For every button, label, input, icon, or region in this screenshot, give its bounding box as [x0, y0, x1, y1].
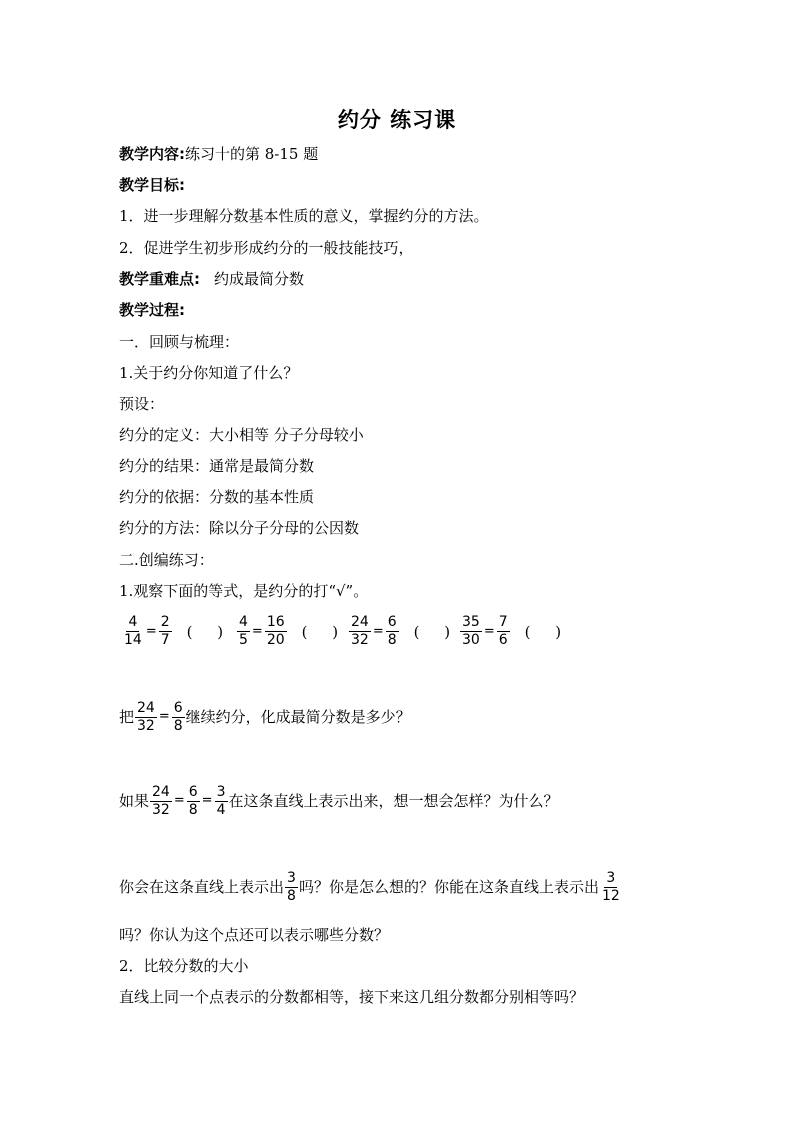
exercise-2	[236, 614, 348, 649]
answer-blank[interactable]: ( )	[413, 622, 461, 641]
practice-question-1: 1.观察下面的等式，是约分的打“√”。	[119, 582, 369, 600]
review-heading: 一．回顾与梳理：	[119, 333, 240, 351]
fraction: $\frac{6}{8}$	[188, 783, 198, 818]
goal-item-1: 1．进一步理解分数基本性质的意义，掌握约分的方法。	[119, 207, 489, 225]
compare-heading: 2．比较分数的大小	[119, 957, 249, 975]
answer-blank[interactable]: ( )	[524, 622, 572, 641]
equals-sign: =	[158, 709, 170, 724]
fraction: $\frac{24}{32}$	[351, 614, 369, 648]
exercise-1	[121, 614, 233, 649]
three-eighths-question: 你会在这条直线上表示出 $\frac{3}{8}$ 吗？你是怎么想的？你能在这条直线上表示出 $\frac{3}{12}$	[119, 869, 620, 904]
equals-sign: =	[483, 624, 495, 639]
equals-sign: =	[173, 793, 185, 808]
review-question: 1.关于约分你知道了什么？	[119, 364, 299, 382]
fraction: $\frac{7}{6}$	[498, 614, 508, 648]
fraction: $\frac{3}{8}$	[287, 869, 296, 904]
content-text: 练习十的第 8-15 题	[185, 145, 319, 163]
goals-label: 教学目标:	[119, 176, 185, 194]
review-item-basis: 约分的依据：分数的基本性质	[119, 488, 315, 506]
fraction: $\frac{24}{32}$	[137, 699, 155, 734]
review-item-method: 约分的方法：除以分子分母的公因数	[119, 519, 360, 537]
exercise-3	[348, 614, 460, 649]
number-line-question: 如果 $\frac{24}{32}$ = $\frac{6}{8}$ = $\frac{3}{4}$ 在这条直线上表示出来，想一想会怎样？为什么？	[119, 783, 559, 818]
reduce-question: 把 $\frac{24}{32}$ = $\frac{6}{8}$ 继续约分，化成最简分数是多少？	[119, 699, 411, 734]
three-eighths-question-cont: 吗？你认为这个点还可以表示哪些分数？	[119, 926, 390, 944]
equals-sign: =	[372, 624, 384, 639]
equals-sign: =	[201, 793, 213, 808]
answer-blank[interactable]: ( )	[186, 622, 234, 641]
fraction: $\frac{16}{20}$	[266, 614, 285, 648]
answer-blank[interactable]: ( )	[301, 622, 349, 641]
fraction: $\frac{2}{7}$	[160, 614, 170, 648]
content-label: 教学内容:	[119, 145, 185, 163]
fraction: $\frac{3}{12}$	[601, 869, 620, 904]
equals-sign: =	[251, 624, 263, 639]
key-label: 教学重难点:	[119, 270, 200, 288]
key-points	[119, 269, 304, 289]
fraction: $\frac{3}{4}$	[216, 783, 226, 818]
review-item-definition: 约分的定义：大小相等 分子分母较小	[119, 426, 364, 444]
goal-item-2: 2．促进学生初步形成约分的一般技能技巧，	[119, 239, 414, 257]
fraction: $\frac{6}{8}$	[387, 614, 397, 648]
preset-label: 预设：	[119, 395, 165, 413]
key-text: 约成最简分数	[214, 270, 305, 288]
fraction: $\frac{4}{14}$	[124, 614, 142, 648]
teaching-content	[119, 144, 318, 164]
compare-text: 直线上同一个点表示的分数都相等，接下来这几组分数都分别相等吗？	[119, 988, 585, 1006]
process-label: 教学过程:	[119, 301, 185, 319]
fraction: $\frac{35}{30}$	[462, 614, 480, 648]
review-item-result: 约分的结果：通常是最简分数	[119, 457, 315, 475]
practice-heading: 二.创编练习：	[119, 551, 214, 569]
page-title: 约分 练习课	[337, 108, 457, 132]
equals-sign: =	[145, 624, 157, 639]
fraction: $\frac{6}{8}$	[173, 699, 183, 734]
fraction: $\frac{24}{32}$	[152, 783, 170, 818]
fraction: $\frac{4}{5}$	[239, 614, 248, 648]
exercise-4	[459, 614, 571, 649]
